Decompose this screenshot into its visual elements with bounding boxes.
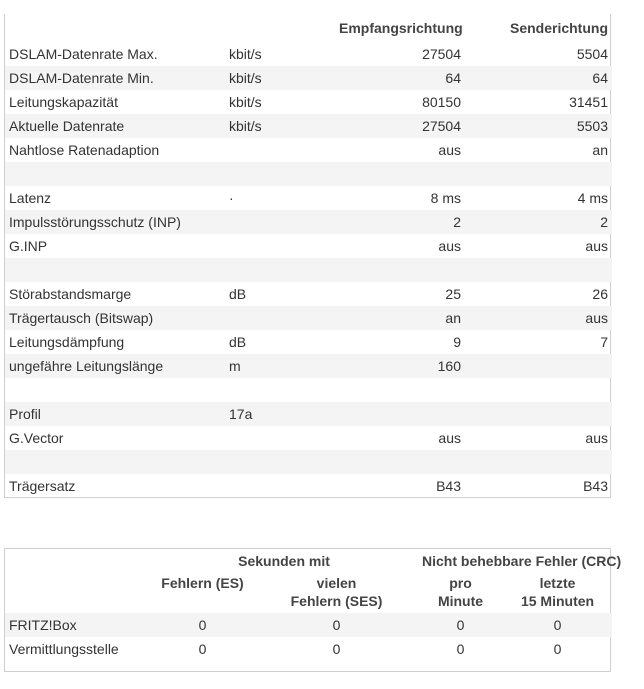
row-downstream-value: [335, 402, 465, 426]
error-table-sub-header: [5, 573, 612, 593]
downstream-header: Empfangsrichtung: [339, 20, 463, 36]
error-table-group-header: [5, 549, 612, 573]
row-label: Leitungskapazität: [9, 94, 118, 110]
row-label: [5, 450, 225, 474]
row-upstream-value: an: [592, 142, 608, 158]
error-stats-table: [4, 548, 622, 672]
row-downstream-value: 27504: [335, 114, 465, 138]
row-downstream-value: 9: [453, 334, 461, 350]
row-unit: [225, 306, 335, 330]
row-label: Impulsstörungsschutz (INP): [5, 210, 225, 234]
row-label: Profil: [5, 402, 225, 426]
line-table-row: [5, 378, 612, 402]
row-downstream-value: 2: [335, 210, 465, 234]
row-downstream-value: [335, 378, 465, 402]
row-label: [5, 162, 225, 186]
row-downstream-value: 25: [445, 286, 461, 302]
line-table-row: [5, 114, 612, 138]
row-upstream-value: B43: [583, 478, 608, 494]
row-upstream-value: 4 ms: [577, 190, 608, 206]
line-table-row: [5, 306, 612, 330]
line-table-row: [5, 402, 612, 426]
row-label: [5, 378, 225, 402]
line-table: [5, 14, 612, 498]
row-unit: dB: [229, 334, 247, 350]
row-upstream-value: 2: [465, 210, 612, 234]
row-upstream-value: 31451: [569, 94, 608, 110]
row-downstream-value: 160: [335, 354, 465, 378]
row-label: DSLAM-Datenrate Max.: [9, 46, 158, 62]
row-label: DSLAM-Datenrate Min.: [5, 66, 225, 90]
crc-min-header-line1: pro: [449, 575, 472, 591]
row-upstream-value: [465, 162, 612, 186]
row-unit: [225, 474, 335, 498]
error-table-row: [5, 613, 612, 637]
line-table-row: [5, 426, 612, 450]
row-upstream-value: aus: [465, 306, 612, 330]
crc-min-value: 0: [418, 613, 503, 637]
crc-15-value: 0: [503, 613, 612, 637]
row-downstream-value: aus: [438, 142, 461, 158]
seconds-group-header: Sekunden mit: [238, 553, 330, 569]
row-downstream-value: [335, 258, 465, 282]
line-table-row: [5, 138, 612, 162]
crc-min-value: 0: [456, 641, 465, 657]
crc-min-header-line2: Minute: [437, 593, 484, 609]
line-info-table: [4, 14, 611, 498]
row-upstream-value: 26: [592, 286, 608, 302]
row-unit: kbit/s: [229, 94, 262, 110]
row-label: [5, 258, 225, 282]
row-downstream-value: 80150: [422, 94, 461, 110]
row-upstream-value: 5504: [576, 46, 608, 62]
row-unit: m: [225, 354, 335, 378]
ses-value: 0: [255, 613, 418, 637]
ses-value: 0: [332, 641, 341, 657]
crc-15-header-line2: 15 Minuten: [520, 593, 595, 609]
row-unit: [225, 426, 335, 450]
row-downstream-value: aus: [438, 238, 461, 254]
row-downstream-value: [335, 162, 465, 186]
row-downstream-value: B43: [436, 478, 461, 494]
crc-15-value: 0: [553, 641, 562, 657]
crc-15-header-line1: letzte: [539, 575, 576, 591]
error-table: [5, 549, 622, 661]
row-label: Nahtlose Ratenadaption: [9, 142, 160, 158]
row-upstream-value: [465, 354, 612, 378]
row-unit: kbit/s: [225, 66, 335, 90]
row-label: FRITZ!Box: [5, 613, 150, 637]
line-table-row: [5, 330, 612, 354]
row-label: Trägersatz: [9, 478, 76, 494]
row-label: G.INP: [9, 238, 48, 254]
row-upstream-value: 64: [465, 66, 612, 90]
row-label: G.Vector: [9, 430, 64, 446]
line-table-row: [5, 234, 612, 258]
line-table-row: [5, 258, 612, 282]
row-unit: [225, 258, 335, 282]
line-table-row: [5, 354, 612, 378]
ses-header-line2: Fehlern (SES): [290, 593, 383, 609]
row-label: Leitungsdämpfung: [9, 334, 125, 350]
line-table-row: [5, 282, 612, 306]
row-unit: [225, 138, 335, 162]
row-unit: [225, 210, 335, 234]
line-table-row: [5, 210, 612, 234]
row-upstream-value: [465, 258, 612, 282]
row-downstream-value: 8 ms: [430, 190, 461, 206]
line-table-row: [5, 66, 612, 90]
crc-group-header: Nicht behebbare Fehler (CRC): [422, 553, 622, 569]
ses-header-line1: vielen: [316, 575, 357, 591]
line-table-header: [5, 14, 612, 42]
es-header: Fehlern (ES): [161, 575, 244, 591]
upstream-header: Senderichtung: [509, 20, 608, 36]
row-upstream-value: [465, 402, 612, 426]
line-table-row: [5, 186, 612, 210]
row-upstream-value: aus: [585, 238, 608, 254]
row-unit: 17a: [225, 402, 335, 426]
row-unit: kbit/s: [225, 114, 335, 138]
row-label: Latenz: [9, 190, 52, 206]
row-upstream-value: 7: [600, 334, 608, 350]
row-unit: [225, 378, 335, 402]
row-label: Störabstandsmarge: [9, 286, 132, 302]
row-downstream-value: [335, 450, 465, 474]
line-table-row: [5, 90, 612, 114]
row-label: Aktuelle Datenrate: [5, 114, 225, 138]
row-downstream-value: aus: [438, 430, 461, 446]
row-downstream-value: 27504: [422, 46, 461, 62]
line-table-row: [5, 162, 612, 186]
line-table-row: [5, 450, 612, 474]
row-downstream-value: an: [335, 306, 465, 330]
line-table-row: [5, 42, 612, 66]
row-upstream-value: aus: [585, 430, 608, 446]
es-value: 0: [198, 641, 207, 657]
row-unit: [225, 234, 335, 258]
row-unit: dB: [229, 286, 247, 302]
row-unit: [225, 450, 335, 474]
error-table-sub-header-2: [5, 593, 612, 613]
error-table-row: [5, 637, 612, 661]
row-upstream-value: [465, 378, 612, 402]
es-value: 0: [150, 613, 255, 637]
row-label: Trägertausch (Bitswap): [5, 306, 225, 330]
row-downstream-value: 64: [335, 66, 465, 90]
row-upstream-value: [465, 450, 612, 474]
row-label: Vermittlungsstelle: [9, 641, 119, 657]
row-unit: kbit/s: [229, 46, 262, 62]
row-unit: [225, 162, 335, 186]
row-label: ungefähre Leitungslänge: [5, 354, 225, 378]
row-upstream-value: 5503: [465, 114, 612, 138]
line-table-row: [5, 474, 612, 498]
row-unit: ·: [229, 190, 234, 206]
